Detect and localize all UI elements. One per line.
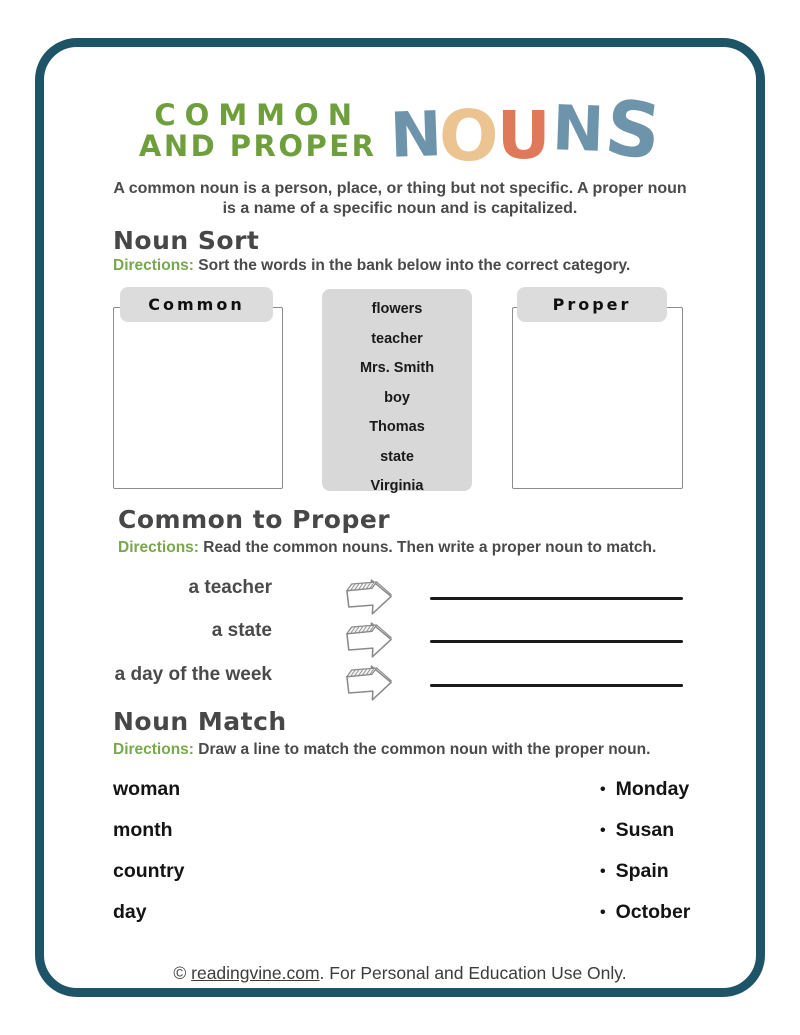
worksheet-title <box>0 81 800 179</box>
title-nouns-word <box>389 81 667 179</box>
match-common-noun: day <box>113 901 147 923</box>
arrow-right-icon <box>344 572 394 619</box>
title-line2: AND PROPER <box>138 129 377 164</box>
match-proper-noun <box>600 860 669 883</box>
match-proper-noun <box>600 778 689 801</box>
section-heading-noun-sort: Noun Sort <box>113 226 260 255</box>
answer-blank-line <box>430 684 683 687</box>
nouns-letter: N <box>389 97 444 172</box>
word-bank-item: Virginia <box>370 478 424 494</box>
nouns-letter: O <box>437 93 501 179</box>
match-proper-noun-label: October <box>615 901 691 923</box>
copyright-footer <box>0 963 800 984</box>
nouns-letter: S <box>600 81 667 177</box>
match-proper-noun-label: Spain <box>615 860 669 882</box>
proper-sort-box <box>512 307 683 489</box>
prompt-a-teacher: a teacher <box>188 577 272 598</box>
prompt-a-state: a state <box>211 620 272 641</box>
match-common-noun: country <box>113 860 185 882</box>
word-bank-item: state <box>380 448 414 465</box>
match-proper-noun-label: Susan <box>615 819 675 841</box>
arrow-right-icon <box>344 658 394 705</box>
directions-label: Directions: <box>118 539 199 556</box>
nouns-letter: U <box>496 97 551 174</box>
noun-match-directions <box>113 741 650 759</box>
common-sort-box <box>113 307 283 489</box>
match-proper-noun-label: Monday <box>615 778 690 800</box>
directions-text: Read the common nouns. Then write a proper noun to match. <box>203 539 657 556</box>
word-bank-item: teacher <box>371 330 423 347</box>
prompt-a-day-of-the-week: a day of the week <box>114 664 272 685</box>
answer-blank-line <box>430 640 683 643</box>
noun-sort-directions <box>113 257 630 275</box>
bullet-icon: • <box>600 780 606 798</box>
worksheet-description: A common noun is a person, place, or thing but not specific. A proper noun is a name of a specific noun and is capitalized. <box>113 180 687 217</box>
title-common-and-proper <box>139 100 377 162</box>
word-bank-item: Mrs. Smith <box>359 360 435 376</box>
word-bank-item: Thomas <box>369 419 425 435</box>
directions-label: Directions: <box>113 741 194 758</box>
word-bank <box>322 289 472 494</box>
match-common-noun: woman <box>113 778 181 800</box>
word-bank-item: flowers <box>371 301 423 317</box>
copyright-prefix: © <box>173 963 192 983</box>
match-proper-noun <box>600 819 674 842</box>
directions-text: Draw a line to match the common noun with the proper noun. <box>198 741 651 758</box>
proper-box-label: Proper <box>517 287 667 322</box>
match-common-noun: month <box>113 819 173 841</box>
directions-label: Directions: <box>113 257 194 274</box>
section-heading-noun-match: Noun Match <box>113 707 287 736</box>
nouns-letter: N <box>551 91 606 166</box>
arrow-right-icon <box>344 615 394 662</box>
word-bank-item: boy <box>384 389 410 406</box>
match-proper-noun <box>600 901 690 924</box>
bullet-icon: • <box>600 862 606 880</box>
title-line1: COMMON <box>154 98 361 132</box>
common-to-proper-directions <box>118 539 656 557</box>
readingvine-link[interactable]: readingvine.com <box>191 963 320 983</box>
directions-text: Sort the words in the bank below into the correct category. <box>198 257 631 274</box>
bullet-icon: • <box>600 821 606 839</box>
common-box-label: Common <box>120 287 273 322</box>
answer-blank-line <box>430 597 683 600</box>
copyright-suffix: . For Personal and Education Use Only. <box>319 963 627 983</box>
section-heading-common-to-proper: Common to Proper <box>118 505 391 534</box>
bullet-icon: • <box>600 903 606 921</box>
